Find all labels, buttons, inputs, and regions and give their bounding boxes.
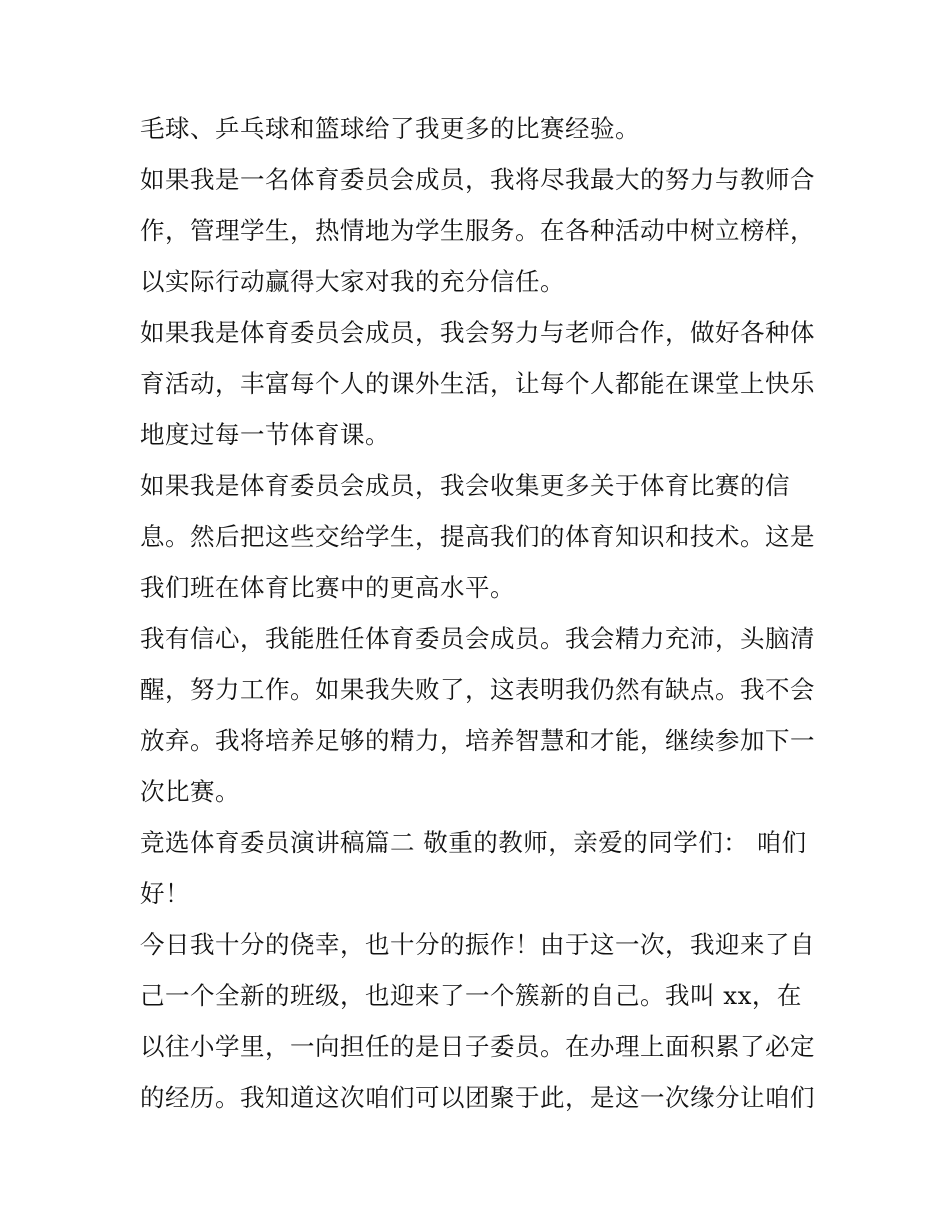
text-line: 我有信心，我能胜任体育委员会成员。我会精力充沛，头脑清 — [140, 624, 815, 653]
text-line: 次比赛。 — [140, 777, 240, 806]
text-line: 如果我是体育委员会成员，我会收集更多关于体育比赛的信 — [140, 471, 790, 500]
text-line: 好！ — [140, 879, 190, 908]
text-line: 竞选体育委员演讲稿篇二 敬重的教师，亲爱的同学们： 咱们 — [140, 828, 807, 857]
text-line: 如果我是一名体育委员会成员，我将尽我最大的努力与教师合 — [140, 165, 815, 194]
text-line: 毛球、乒乓球和篮球给了我更多的比赛经验。 — [140, 114, 640, 143]
text-line: 地度过每一节体育课。 — [140, 420, 390, 449]
text-line: 己一个全新的班级，也迎来了一个簇新的自己。我叫 xx，在 — [140, 981, 802, 1010]
text-line: 如果我是体育委员会成员，我会努力与老师合作，做好各种体 — [140, 318, 815, 347]
text-line: 的经历。我知道这次咱们可以团聚于此，是这一次缘分让咱们 — [140, 1083, 815, 1112]
text-line: 作，管理学生，热情地为学生服务。在各种活动中树立榜样， — [140, 216, 815, 245]
text-line: 息。然后把这些交给学生，提高我们的体育知识和技术。这是 — [140, 522, 815, 551]
text-line: 我们班在体育比赛中的更高水平。 — [140, 573, 515, 602]
text-line: 育活动，丰富每个人的课外生活，让每个人都能在课堂上快乐 — [140, 369, 815, 398]
text-line: 放弃。我将培养足够的精力，培养智慧和才能，继续参加下一 — [140, 726, 815, 755]
text-line: 醒，努力工作。如果我失败了，这表明我仍然有缺点。我不会 — [140, 675, 815, 704]
text-line: 今日我十分的侥幸，也十分的振作！由于这一次，我迎来了自 — [140, 930, 815, 959]
text-line: 以实际行动赢得大家对我的充分信任。 — [140, 267, 565, 296]
text-line: 以往小学里，一向担任的是日子委员。在办理上面积累了必定 — [140, 1032, 815, 1061]
